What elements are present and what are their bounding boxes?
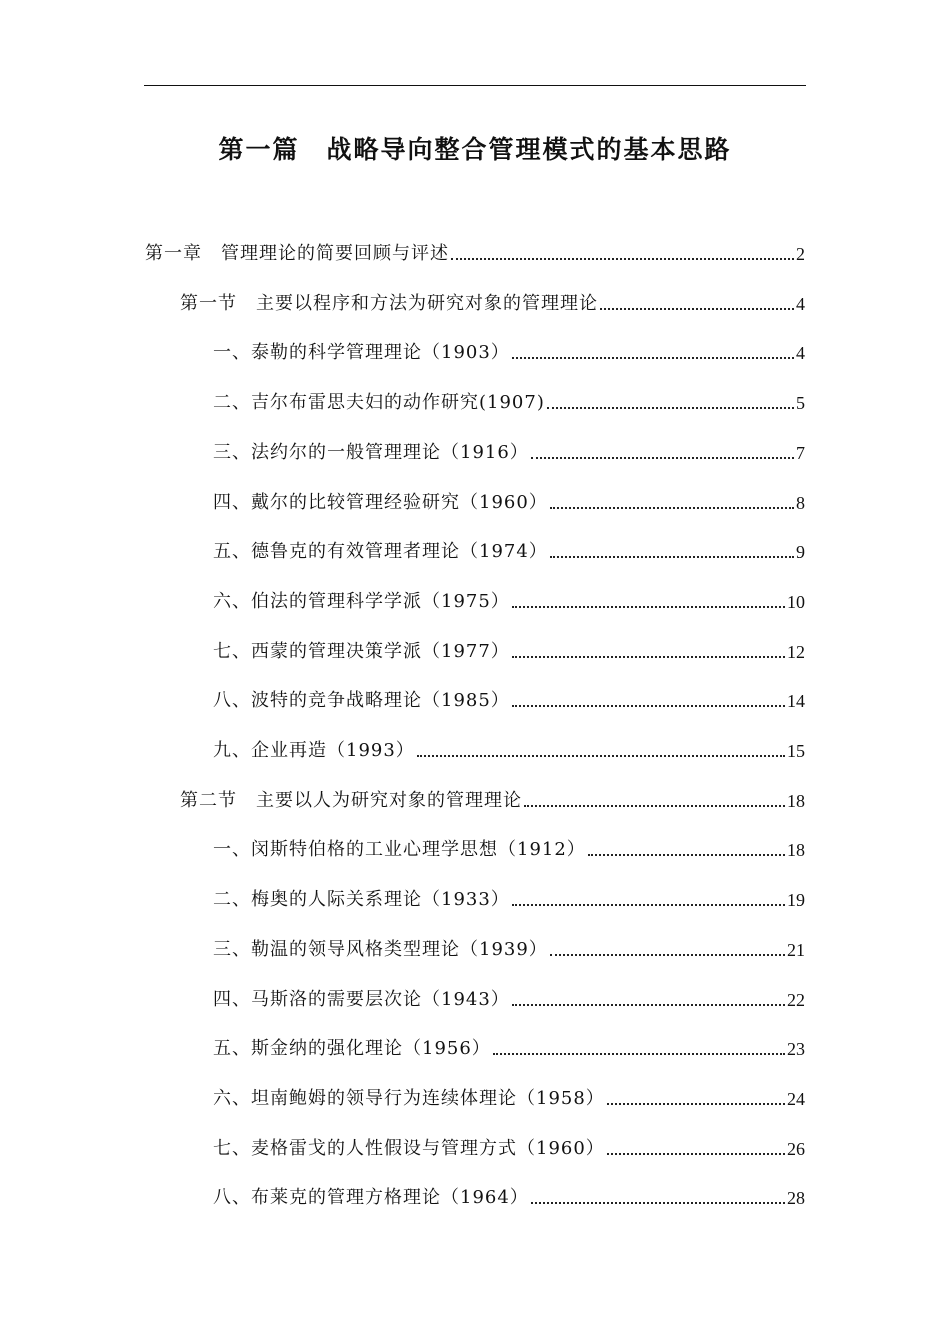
dot-leader [512,705,785,707]
toc-section-entry[interactable] [180,280,805,314]
toc-page-number: 10 [787,591,805,612]
toc-page-number: 23 [787,1039,805,1060]
toc-item-entry[interactable] [213,479,805,513]
toc-entry-label: 五、德鲁克的有效管理者理论（1974） [213,541,548,563]
toc-page-number: 18 [787,790,805,811]
toc-item-entry[interactable] [213,1025,805,1059]
toc-item-entry[interactable] [213,1125,805,1159]
dot-leader [493,1053,785,1055]
header-rule [144,85,806,86]
toc-entry-label: 第二节 主要以人为研究对象的管理理论 [180,789,522,811]
toc-page-number: 8 [796,492,805,513]
dot-leader [550,507,794,509]
toc-entry-label: 三、法约尔的一般管理理论（1916） [213,441,529,463]
dot-leader [531,1202,785,1204]
toc-item-entry[interactable] [213,628,805,662]
toc-item-entry[interactable] [213,1174,805,1208]
toc-entry-label: 三、勒温的领导风格类型理论（1939） [213,938,548,960]
dot-leader [547,407,794,409]
dot-leader [600,308,794,310]
toc-item-entry[interactable] [213,876,805,910]
toc-entry-label: 九、企业再造（1993） [213,740,415,761]
toc-page-number: 4 [796,343,805,364]
toc-item-entry[interactable] [213,379,805,413]
toc-section-entry[interactable] [180,777,805,811]
part-title: 第一篇 战略导向整合管理模式的基本思路 [218,135,732,164]
toc-entry-label: 五、斯金纳的强化理论（1956） [213,1038,491,1060]
dot-leader [588,854,785,856]
toc-page-number: 7 [796,442,805,463]
toc-page-number: 9 [796,542,805,563]
dot-leader [512,357,794,359]
dot-leader [524,805,785,807]
toc-item-entry[interactable] [213,329,805,363]
dot-leader [417,755,785,757]
dot-leader [550,954,785,956]
toc-page-number: 19 [787,890,805,911]
toc-item-entry[interactable] [213,429,805,463]
toc-entry-label: 八、波特的竞争战略理论（1985） [213,690,510,712]
toc-entry-label: 第一章 管理理论的简要回顾与评述 [145,243,449,264]
dot-leader [531,457,794,459]
toc-page-number: 15 [787,741,805,761]
toc-item-entry[interactable] [213,976,805,1010]
toc-entry-label: 一、泰勒的科学管理理论（1903） [213,342,510,364]
toc-entry-label: 四、戴尔的比较管理经验研究（1960） [213,491,548,513]
toc-item-entry[interactable] [213,1075,805,1109]
dot-leader [451,258,794,260]
toc-page-number: 12 [787,641,805,662]
toc-page-number: 2 [796,244,805,264]
toc-item-entry[interactable] [213,528,805,562]
toc-entry-label: 八、布莱克的管理方格理论（1964） [213,1187,529,1209]
toc-entry-label: 二、梅奥的人际关系理论（1933） [213,889,510,911]
toc-item-entry[interactable] [213,826,805,860]
toc-entry-label: 第一节 主要以程序和方法为研究对象的管理理论 [180,292,598,314]
toc-page-number: 14 [787,691,805,712]
toc-entry-label: 四、马斯洛的需要层次论（1943） [213,988,510,1010]
toc-item-entry[interactable] [213,677,805,711]
toc-page-number: 22 [787,989,805,1010]
dot-leader [512,904,785,906]
toc-page-number: 21 [787,939,805,960]
dot-leader [550,556,794,558]
dot-leader [607,1153,785,1155]
dot-leader [607,1103,785,1105]
toc-entry-label: 一、闵斯特伯格的工业心理学思想（1912） [213,839,586,861]
toc-entry-label: 六、坦南鲍姆的领导行为连续体理论（1958） [213,1087,605,1109]
toc-page-number: 4 [796,293,805,314]
toc-chapter-entry[interactable] [145,230,805,264]
toc-page-number: 28 [787,1188,805,1209]
toc-item-entry[interactable] [213,926,805,960]
toc-page-number: 26 [787,1138,805,1159]
toc-page-number: 24 [787,1088,805,1109]
toc-entry-label: 六、伯法的管理科学学派（1975） [213,590,510,612]
toc-entry-label: 七、西蒙的管理决策学派（1977） [213,640,510,662]
toc-page-number: 18 [787,840,805,861]
dot-leader [512,656,785,658]
toc-page-number: 5 [796,393,805,414]
dot-leader [512,1004,785,1006]
dot-leader [512,606,785,608]
toc-item-entry[interactable] [213,578,805,612]
toc-entry-label: 七、麦格雷戈的人性假设与管理方式（1960） [213,1137,605,1159]
toc-item-entry[interactable] [213,727,805,761]
toc-entry-label: 二、吉尔布雷思夫妇的动作研究(1907) [213,392,545,414]
